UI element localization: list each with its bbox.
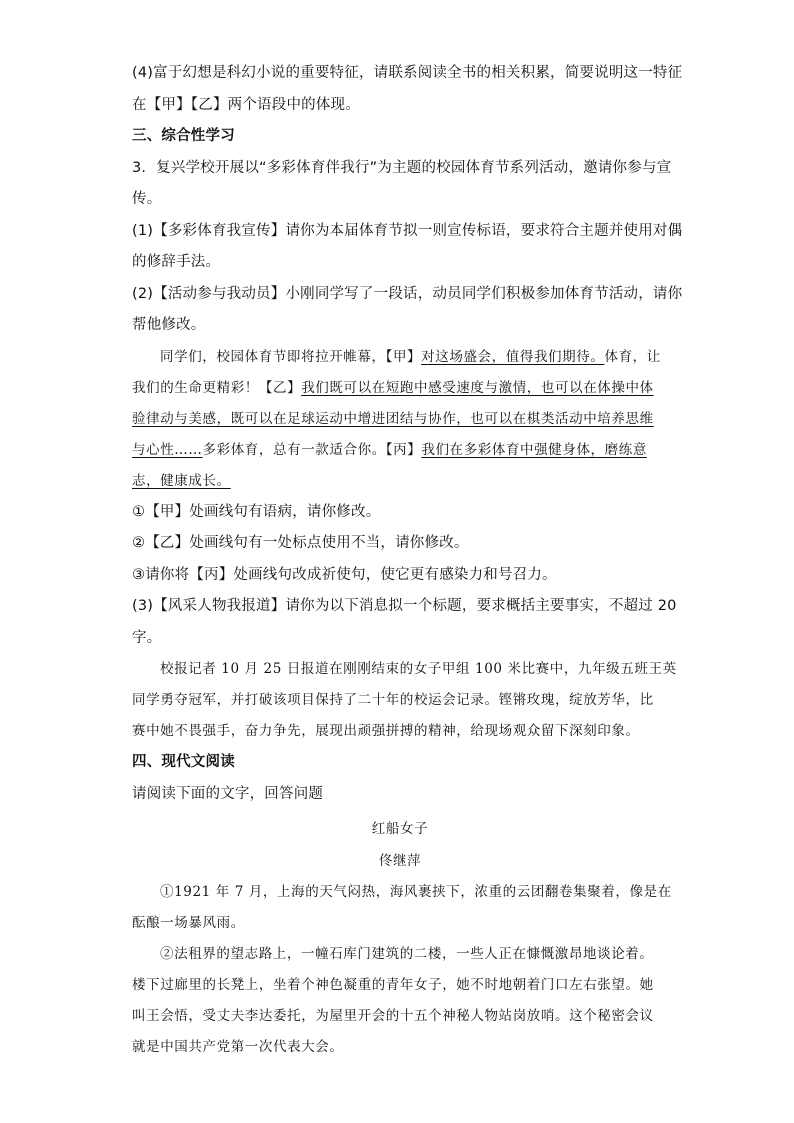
speech-text: 多彩体育，总有一款适合你。【丙】 bbox=[202, 441, 422, 458]
speech-line bbox=[132, 404, 668, 435]
question-3-stem: 传。 bbox=[132, 191, 162, 207]
news-line: 赛中她不畏强手，奋力争先，展现出顽强拼搏的精神，给现场观众留下深刻印象。 bbox=[132, 723, 640, 739]
underlined-sentence-yi: 验律动与美感，既可以在足球运动中增进团结与协作，也可以在棋类活动中培养思维 bbox=[132, 410, 654, 427]
section-4-heading: 四、现代文阅读 bbox=[132, 754, 235, 770]
news-line: 同学勇夺冠军，并打破该项目保持了二十年的校运会记录。铿锵玫瑰，绽放芳华，比 bbox=[132, 692, 654, 708]
document-page bbox=[132, 58, 683, 1063]
section-3-heading: 三、综合性学习 bbox=[132, 128, 235, 144]
speech-line bbox=[132, 435, 668, 466]
speech-text: 同学们，校园体育节即将拉开帷幕，【甲】 bbox=[160, 348, 422, 365]
underlined-sentence-bing: 志，健康成长。 bbox=[132, 472, 231, 489]
news-line: 校报记者 10 月 25 日报道在刚刚结束的女子甲组 100 米比赛中，九年级五班王英 bbox=[160, 661, 677, 677]
question-3-sub3: 字。 bbox=[132, 629, 162, 646]
speech-line bbox=[132, 466, 668, 497]
question-3-stem: 3．复兴学校开展以“多彩体育伴我行”为主题的校园体育节系列活动，邀请你参与宣 bbox=[132, 159, 672, 176]
article-body bbox=[132, 877, 672, 1063]
speech-passage bbox=[132, 342, 668, 497]
speech-text: 体育，让 bbox=[604, 348, 661, 365]
question-3-sub3: (3)【风采人物我报道】请你为以下消息拟一个标题，要求概括主要事实，不超过 20 bbox=[132, 598, 677, 614]
question-4-line: (4)富于幻想是科幻小说的重要特征，请联系阅读全书的相关积累，简要说明这一特征 bbox=[132, 65, 683, 81]
question-3-sub1: (1)【多彩体育我宣传】请你为本届体育节拟一则宣传标语，要求符合主题并使用对偶 bbox=[132, 222, 683, 239]
task-2: ②【乙】处画线句有一处标点使用不当，请你修改。 bbox=[132, 535, 469, 551]
article-title: 红船女子 bbox=[371, 821, 429, 837]
question-3-sub2: 帮他修改。 bbox=[132, 317, 206, 333]
article-line: 酝酿一场暴风雨。 bbox=[132, 915, 245, 931]
underlined-sentence-bing: 我们在多彩体育中强健身体，磨练意 bbox=[421, 441, 647, 458]
speech-line bbox=[132, 373, 668, 404]
question-3-sub2: (2)【活动参与我动员】小刚同学写了一段话，动员同学们积极参加体育节活动，请你 bbox=[132, 285, 683, 302]
question-4-line: 在【甲】【乙】两个语段中的体现。 bbox=[132, 96, 360, 113]
task-3: ③请你将【丙】处画线句改成祈使句，使它更有感染力和号召力。 bbox=[132, 566, 557, 583]
question-3-sub1: 的修辞手法。 bbox=[132, 254, 221, 270]
article-line: 叫王会悟，受丈夫李达委托，为屋里开会的十五个神秘人物站岗放哨。这个秘密会议 bbox=[132, 1008, 654, 1024]
speech-line bbox=[132, 342, 668, 373]
speech-text: 我们的生命更精彩！【乙】 bbox=[132, 379, 302, 396]
underlined-sentence-jia: 对这场盛会，值得我们期待。 bbox=[421, 348, 605, 365]
task-1: ①【甲】处画线句有语病，请你修改。 bbox=[132, 503, 381, 520]
article-line: 就是中国共产党第一次代表大会。 bbox=[132, 1039, 344, 1055]
article-line: ①1921 年 7 月，上海的天气闷热，海风裹挟下，浓重的云团翻卷集聚着，像是在 bbox=[160, 884, 672, 900]
article-line: ②法租界的望志路上，一幢石库门建筑的二楼，一些人正在慷慨激昂地谈论着。 bbox=[160, 946, 654, 962]
reading-prompt: 请阅读下面的文字，回答问题 bbox=[132, 785, 324, 802]
article-author: 佟继萍 bbox=[378, 852, 422, 869]
article-line: 楼下过廊里的长凳上，坐着个神色凝重的青年女子，她不时地朝着门口左右张望。她 bbox=[132, 977, 654, 993]
underlined-sentence-yi: 与心性…… bbox=[132, 441, 203, 458]
news-passage bbox=[132, 654, 677, 747]
underlined-sentence-yi: 我们既可以在短跑中感受速度与激情，也可以在体操中体 bbox=[301, 379, 654, 396]
